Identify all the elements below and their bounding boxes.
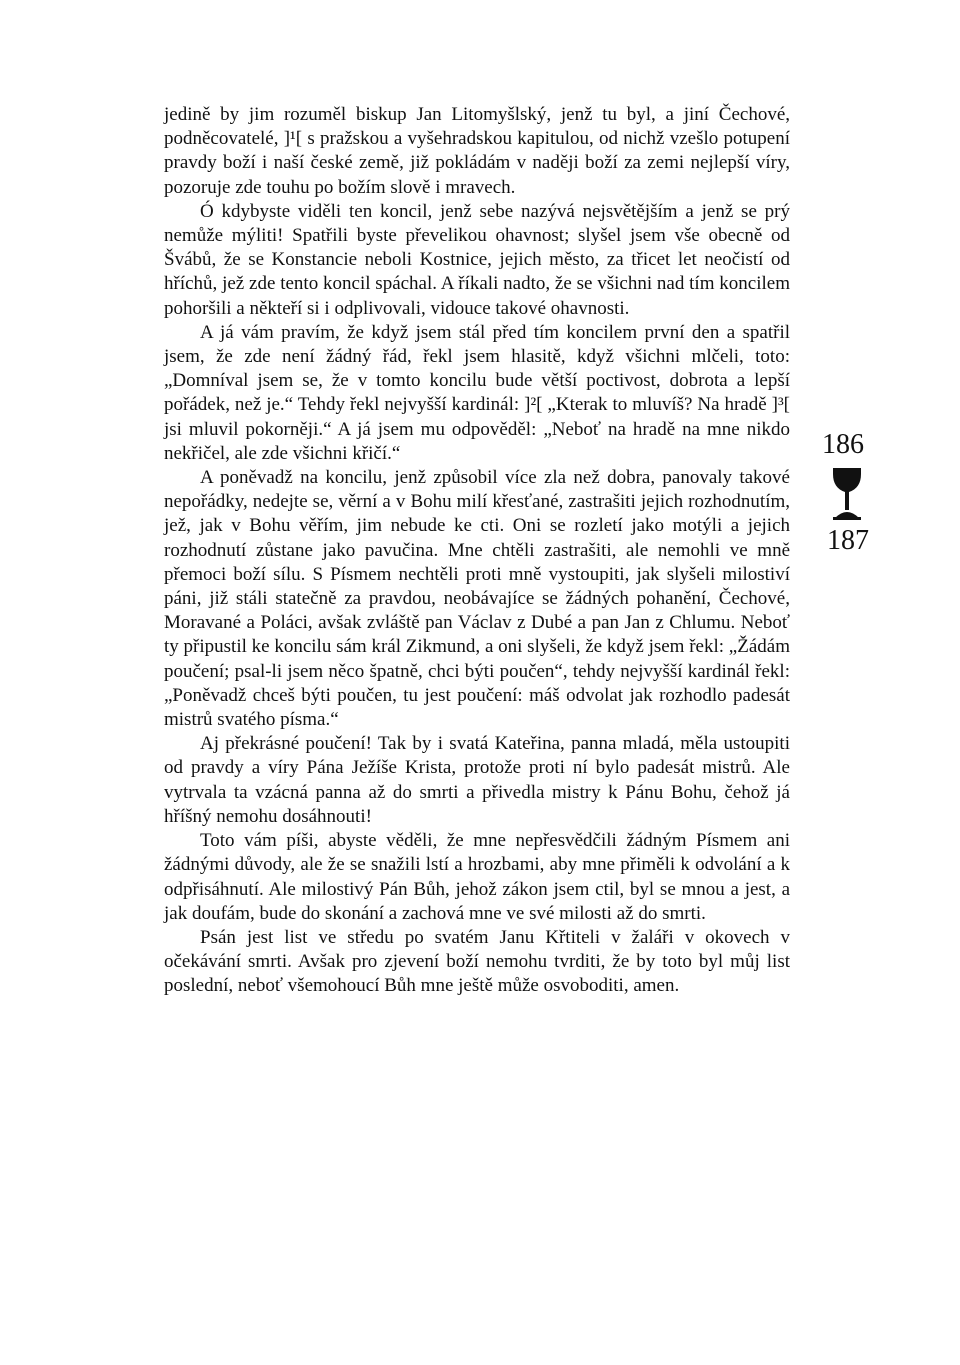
margin-page-marker xyxy=(812,430,882,556)
paragraph-4: A poněvadž na koncilu, jenž způsobil více zla než dobra, panovaly takové nepořádky, nedejte se, věrní a v Bohu milí křesťané, zastrašiti jejich rozhodnutím, jež, jak v Bohu věřím, jim nebude ke cti. Oni se rozletí jako motýli a jejich rozhodnutí zůstane jako pavučina. Mne chtěli zastrašiti, ale nemohli ve mně přemoci boží sílu. S Písmem nechtěli proti mně vystoupiti, jak slyšeli milostiví páni, již stáli statečně za pravdou, neobávajíce se žádných pohanění, Čechové, Moravané a Poláci, avšak zvláště pan Václav z Dubé a pan Jan z Chlumu. Neboť ty připustil ke koncilu sám král Zikmund, a oni slyšeli, že když jsem řekl: „Žádám poučení; psal-li jsem něco špatně, chci býti poučen“, tehdy nejvyšší kardinál řekl: „Poněvadž chceš býti poučen, tu jest poučení: máš odvolat jak rozhodlo padesát mistrů svatého písma.“ xyxy=(164,467,790,731)
page-number-top: 186 xyxy=(822,429,864,460)
paragraph-5: Aj překrásné poučení! Tak by i svatá Kateřina, panna mladá, měla ustoupiti od pravdy a víry Pána Ježíše Krista, protože proti ní bylo padesát mistrů. Ale vytrvala ta vzácná panna až do smrti a přivedla mistry k Pánu Bohu, čehož já hříšný nemohu dosáhnouti! xyxy=(164,733,790,827)
chalice-icon xyxy=(831,466,863,522)
paragraph-7: Psán jest list ve středu po svatém Janu Křtiteli v žaláři v okovech v očekávání smrti. Avšak pro zjevení boží nemohu tvrditi, že by toto byl můj list poslední, neboť všemohoucí Bůh mne ještě může osvoboditi, amen. xyxy=(164,926,790,997)
paragraph-6: Toto vám píši, abyste věděli, že mne nepřesvědčili žádným Písmem ani žádnými důvody, ale že se snažili lstí a hrozbami, aby mne přiměli k odvolání a k odpřisáhnutí. Ale milostivý Pán Bůh, jehož zákon jsem ctil, byl se mnou a jest, a jak doufám, bude do skonání a zachová mne ve své milosti až do smrti. xyxy=(164,830,790,924)
page-number-bottom: 187 xyxy=(827,525,869,556)
paragraph-1: jedině by jim rozuměl biskup Jan Litomyšlský, jenž tu byl, a jiní Čechové, podněcovatelé, ]¹[ s pražskou a vyšehradskou kapitulou, od nichž vzešlo potupení pravdy boží i naší české země, již pokládám v naději boží za zemi nejlepší víry, pozoruje zde touhu po božím slově i mravech. xyxy=(164,104,790,198)
paragraph-2: Ó kdybyste viděli ten koncil, jenž sebe nazývá nejsvětějším a jenž se prý nemůže mýliti! Spatřili byste převelikou ohavnost; slyšel jsem vše obecně od Švábů, že se Konstancie neboli Kostnice, jejich město, za třicet let neočistí od hříchů, jež zde tento koncil spáchal. A říkali nadto, že se všichni nad tím koncilem pohoršili a někteří si i odplivovali, vidouce takové ohavnosti. xyxy=(164,200,790,319)
paragraph-3: A já vám pravím, že když jsem stál před tím koncilem první den a spatřil jsem, že zde není žádný řád, řekl jsem hlasitě, když všichni mlčeli, toto: „Domníval jsem se, že v tomto koncilu bude větší poctivost, dobrota a lepší pořádek, než je.“ Tehdy řekl nejvyšší kardinál: ]²[ „Kterak to mluvíš? Na hradě ]³[ jsi mluvil pokorněji.“ A já jsem mu odpověděl: „Neboť na hradě na mne nikdo nekřičel, ale zde všichni křičí.“ xyxy=(164,321,790,464)
body-text xyxy=(164,103,790,999)
